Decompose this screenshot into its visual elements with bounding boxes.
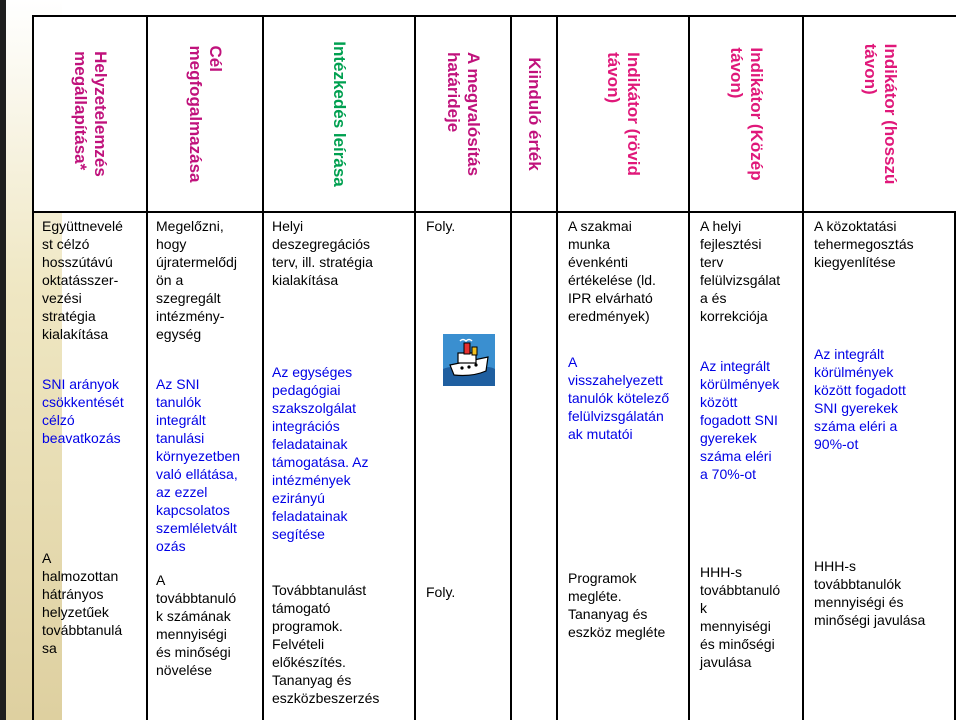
header-indicator-short: Indikátor (rövid távon) bbox=[604, 52, 643, 176]
header-situation-analysis: Helyzetelemzés megállapítása* bbox=[71, 51, 110, 177]
header-cell-8 bbox=[802, 15, 956, 211]
row-3-goal: A továbbtanuló k számának mennyiségi és minőségi növelése bbox=[156, 572, 237, 678]
column-8-body bbox=[802, 211, 956, 720]
row-2-indicator-long: Az integrált körülmények között fogadott SNI gyerekek száma eléri a 90%-ot bbox=[814, 346, 906, 452]
row-2-indicator-medium: Az integrált körülmények között fogadott SNI gyerekek száma eléri a 70%-ot bbox=[700, 358, 780, 482]
row-1-measure: Helyi deszegregációs terv, ill. stratégia kialakítása bbox=[272, 218, 373, 288]
row-1-situation: Együttnevelé st célzó hosszútávú oktatásszer- vezési stratégia kialakítása bbox=[42, 218, 123, 342]
row-1-indicator-long: A közoktatási tehermegosztás kiegyenlítése bbox=[814, 218, 914, 270]
column-3-body bbox=[262, 211, 414, 720]
column-4-body bbox=[414, 211, 510, 720]
row-3-measure: Továbbtanulást támogató programok. Felvételi előkészítés. Tananyag és eszközbeszerzés bbox=[272, 582, 380, 706]
row-2-goal: Az SNI tanulók integrált tanulási környezetben való ellátása, az ezzel kapcsolatos szemléletvált ozás bbox=[156, 376, 241, 554]
row-3-situation: A halmozottan hátrányos helyzetűek továbbtanulá sa bbox=[42, 550, 123, 656]
header-baseline: Kiinduló érték bbox=[525, 57, 544, 171]
header-goal: Cél megfogalmazása bbox=[186, 45, 225, 183]
row-1-indicator-medium: A helyi fejlesztési terv felülvizsgálat a és korrekciója bbox=[700, 218, 781, 324]
column-1-body bbox=[32, 211, 146, 720]
column-7-body bbox=[688, 211, 802, 720]
row-3-deadline: Foly. bbox=[426, 584, 456, 600]
row-3-indicator-medium: HHH-s továbbtanuló k mennyiségi és minőségi javulása bbox=[700, 564, 781, 670]
header-deadline: A megvalósítás határideje bbox=[444, 51, 483, 177]
header-indicator-medium: Indikátor (Közép távon) bbox=[727, 47, 766, 181]
row-1-deadline: Foly. bbox=[426, 218, 456, 234]
header-cell-2 bbox=[146, 15, 262, 211]
row-2-measure: Az egységes pedagógiai szakszolgálat integrációs feladatainak támogatása. Az intézmények ezirányú feladatainak segítése bbox=[272, 364, 369, 542]
header-indicator-long: Indikátor (hosszú távon) bbox=[861, 43, 900, 185]
row-2-indicator-short: A visszahelyezett tanulók kötelező felülvizsgálatán ak mutatói bbox=[568, 354, 670, 442]
header-cell-3 bbox=[262, 15, 414, 211]
header-cell-7 bbox=[688, 15, 802, 211]
header-measure: Intézkedés leírása bbox=[330, 41, 349, 187]
header-cell-4 bbox=[414, 15, 510, 211]
header-cell-5 bbox=[510, 15, 556, 211]
ship-icon bbox=[442, 333, 496, 387]
header-cell-6 bbox=[556, 15, 688, 211]
column-5-body bbox=[510, 211, 556, 720]
column-6-body bbox=[556, 211, 688, 720]
row-3-indicator-short: Programok megléte. Tananyag és eszköz megléte bbox=[568, 570, 666, 640]
row-1-goal: Megelőzni, hogy újratermelődj ön a szegregált intézmény- egység bbox=[156, 218, 237, 342]
row-3-indicator-long: HHH-s továbbtanulók mennyiségi és minőségi javulása bbox=[814, 558, 926, 628]
left-dark-bar bbox=[0, 0, 6, 720]
header-cell-1 bbox=[32, 15, 146, 211]
row-2-situation: SNI arányok csökkentését célzó beavatkozás bbox=[42, 376, 124, 446]
column-2-body bbox=[146, 211, 262, 720]
row-1-indicator-short: A szakmai munka évenkénti értékelése (ld. IPR elvárható eredmények) bbox=[568, 218, 656, 324]
